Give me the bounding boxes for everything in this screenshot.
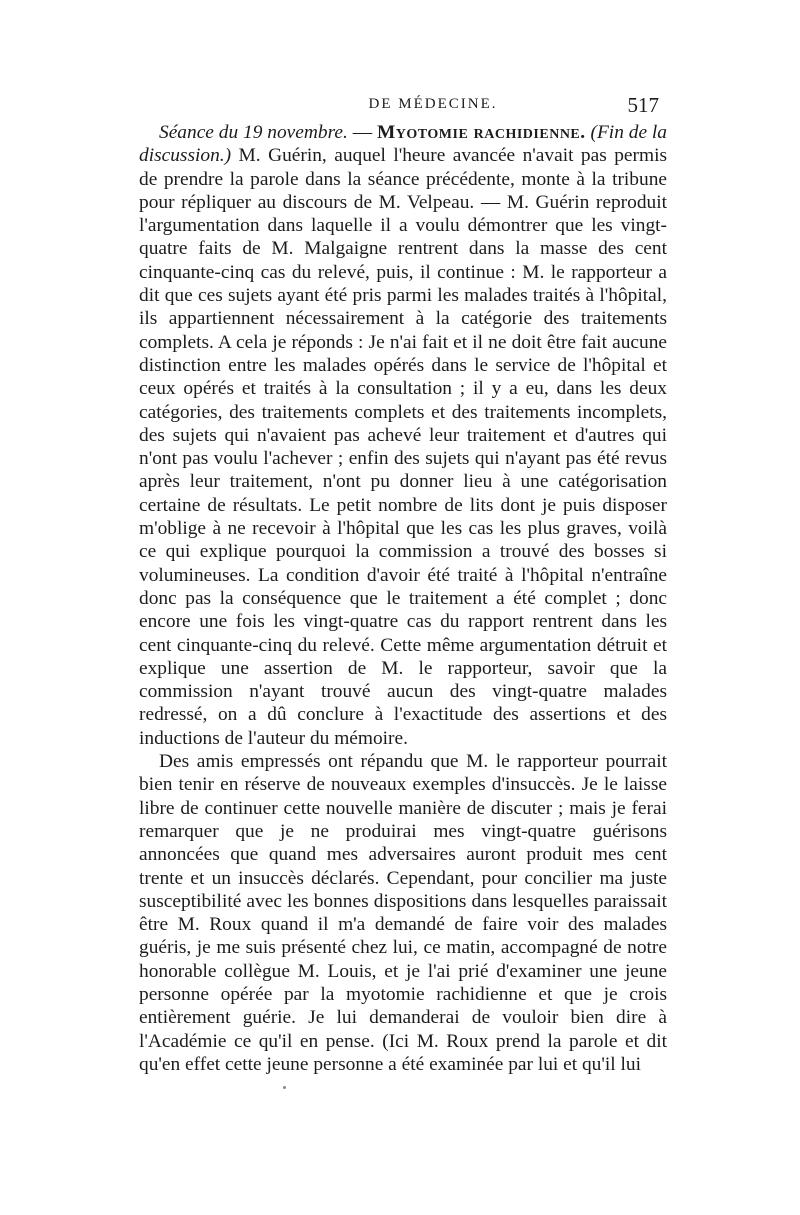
running-title: DE MÉDECINE. (368, 96, 498, 112)
seance-label: Séance du 19 novembre. (159, 122, 348, 143)
paragraph-1 (139, 121, 667, 750)
running-head (139, 93, 667, 118)
dash: — (347, 122, 377, 143)
paragraph-2: Des amis empressés ont répandu que M. le rapporteur pourrait bien tenir en réserve de nouveaux exemples d'insuccès. Je le laisse libre de continuer cette nouvelle manière de discuter ; mais je ferai remarquer que je ne produirai mes vingt-quatre guérisons annoncées que quand mes adversaires auront produit mes cent trente et un insuccès déclarés. Cependant, pour concilier ma juste susceptibilité avec les bonnes dispositions dans lesquelles paraissait être M. Roux quand il m'a demandé de faire voir des malades guéris, je me suis présenté chez lui, ce matin, accompagné de notre honorable collègue M. Louis, et je l'ai prié d'examiner une jeune personne opérée par la myotomie rachidienne et que je crois entièrement guérie. Je lui demanderai de vouloir bien dire à l'Académie ce qu'il en pense. (Ici M. Roux prend la parole et dit qu'en effet cette jeune personne a été examinée par lui et qu'il lui (139, 751, 667, 1075)
fin-label: (Fin de la discussion.) (139, 122, 667, 167)
footer-mark (283, 1086, 286, 1089)
topic-heading: Myotomie rachidienne. (377, 122, 586, 143)
book-page (139, 93, 667, 1076)
page-number: 517 (627, 93, 659, 117)
paragraph-1-text: M. Guérin, auquel l'heure avancée n'avait pas permis de prendre la parole dans la séance précédente, monte à la tribune pour répliquer au discours de M. Velpeau. — M. Guérin reproduit l'argumentation dans laquelle il a voulu démontrer que les vingt-quatre faits de M. Malgaigne rentrent dans la masse des cent cinquante-cinq cas du relevé, puis, il continue : M. le rapporteur a dit que ces sujets ayant été pris parmi les malades traités à l'hôpital, ils appartiennent nécessairement à la catégorie des traitements complets. A cela je réponds : Je n'ai fait et il ne doit être fait aucune distinction entre les malades opérés dans le service de l'hôpital et ceux opérés et traités à la consultation ; il y a eu, dans les deux catégories, des traitements complets et des traitements incomplets, des sujets qui n'avaient pas achevé leur traitement et d'autres qui n'ont pas voulu l'achever ; enfin des sujets qui n'ayant pas été revus après leur traitement, n'ont pu donner lieu à une catégorisation certaine de résultats. Le petit nombre de lits dont je puis disposer m'oblige à ne recevoir à l'hôpital que les cas les plus graves, voilà ce qui explique pourquoi la commission a trouvé des bosses si volumineuses. La condition d'avoir été traité à l'hôpital n'entraîne donc pas la conséquence que le traitement a été complet ; donc encore une fois les vingt-quatre cas du rapport rentrent dans les cent cinquante-cinq du relevé. Cette même argumentation détruit et explique une assertion de M. le rapporteur, savoir que la commission n'ayant trouvé aucun des vingt-quatre malades redressé, on a dû conclure à l'exactitude des assertions et des inductions de l'auteur du mémoire. (139, 145, 667, 749)
body-text (139, 121, 667, 1076)
